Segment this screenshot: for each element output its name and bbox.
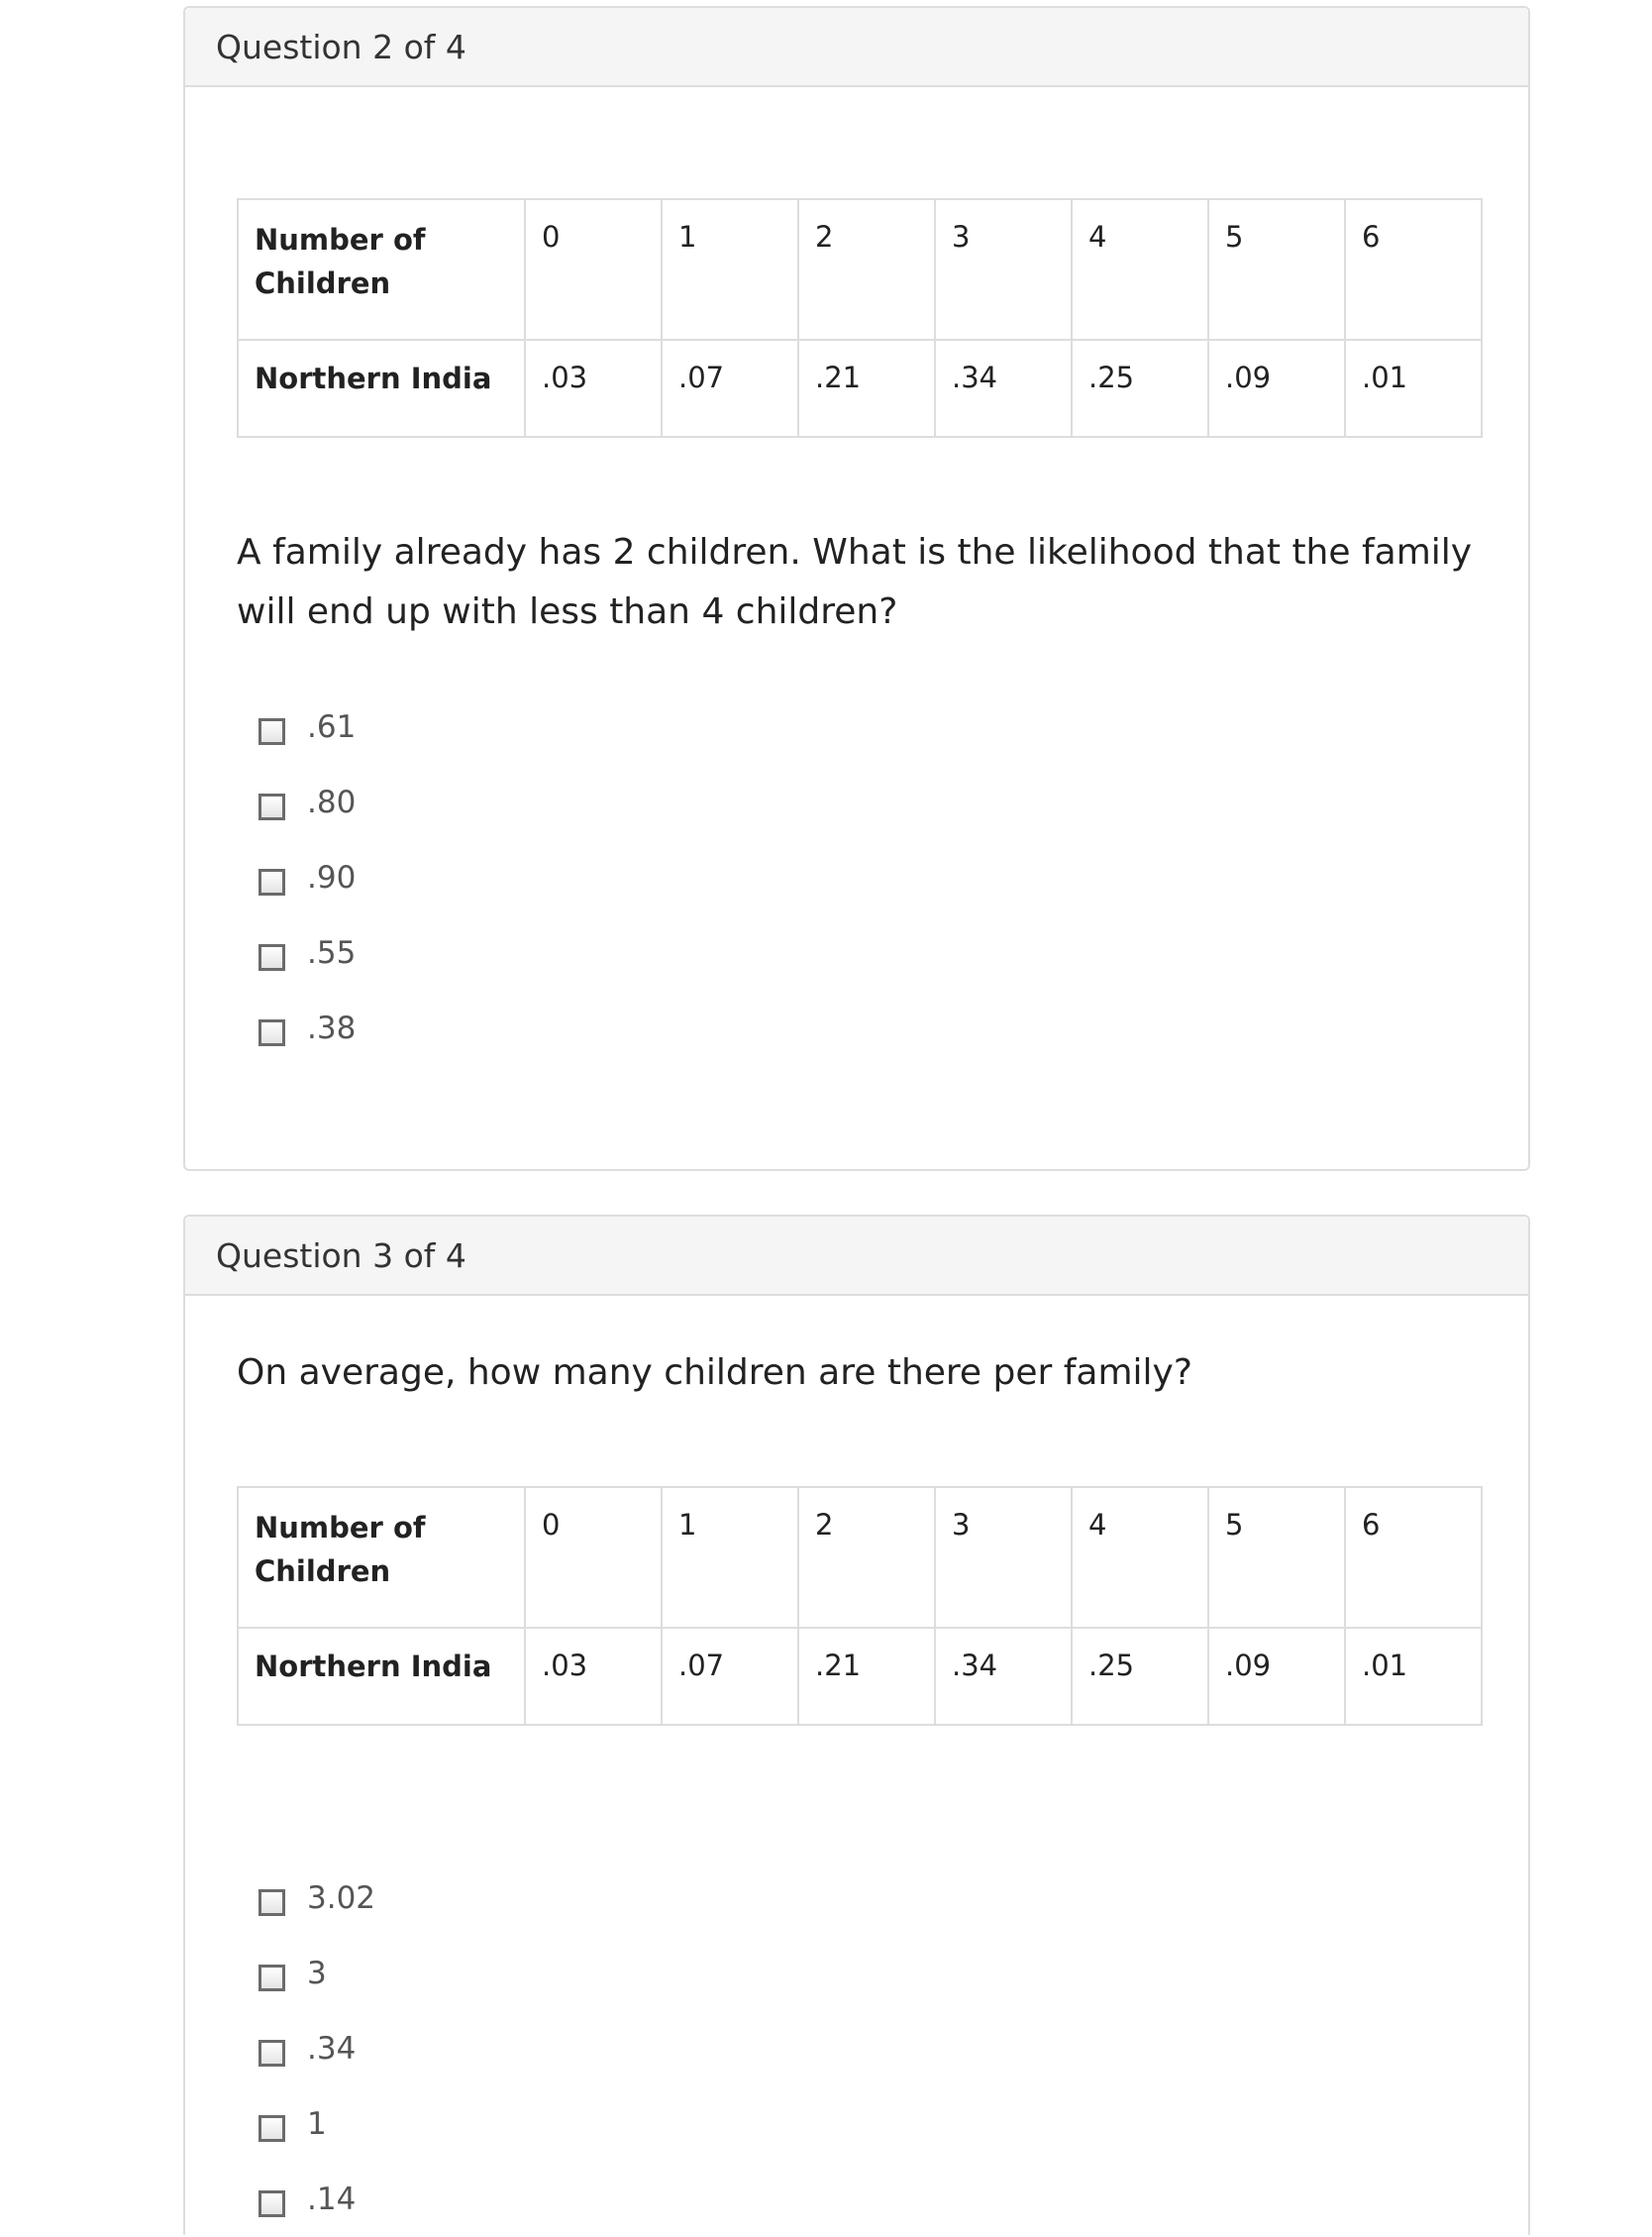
checkbox[interactable]	[258, 1889, 285, 1916]
checkbox[interactable]	[258, 794, 285, 820]
table-cell: .21	[798, 340, 935, 437]
question-3-header	[185, 1217, 1528, 1296]
checkbox[interactable]	[258, 2190, 285, 2217]
table-cell: 0	[525, 199, 662, 340]
table-cell: .09	[1208, 1628, 1345, 1725]
answer-option-label: .14	[307, 2182, 357, 2217]
table-cell: 1	[662, 199, 798, 340]
answer-option[interactable]	[258, 840, 356, 915]
answer-option[interactable]	[258, 2011, 375, 2086]
table-cell: 5	[1208, 1487, 1345, 1628]
answer-option[interactable]	[258, 1936, 375, 2011]
table-cell: .01	[1345, 340, 1482, 437]
question-3-title: Question 3 of 4	[216, 1235, 466, 1275]
answer-option[interactable]	[258, 991, 356, 1066]
checkbox[interactable]	[258, 2115, 285, 2142]
table-cell: 4	[1072, 1487, 1208, 1628]
answer-option[interactable]	[258, 690, 356, 765]
table-cell: 6	[1345, 199, 1482, 340]
table-cell: .09	[1208, 340, 1345, 437]
question-3-text: On average, how many children are there per family?	[237, 1352, 1192, 1393]
answer-option[interactable]	[258, 1861, 375, 1936]
table-cell: .03	[525, 340, 662, 437]
question-2-options	[258, 690, 356, 1066]
table-row	[238, 1628, 1482, 1725]
table-cell: 0	[525, 1487, 662, 1628]
answer-option-label: .55	[307, 935, 357, 971]
children-distribution-table	[237, 198, 1483, 438]
table-row	[238, 340, 1482, 437]
table-cell: .25	[1072, 340, 1208, 437]
table-cell: .34	[935, 340, 1072, 437]
answer-option-label: .61	[307, 709, 357, 745]
table-cell: 2	[798, 199, 935, 340]
answer-option[interactable]	[258, 2162, 375, 2237]
table-row-header: Number of Children	[238, 199, 525, 340]
answer-option-label: .34	[307, 2031, 357, 2067]
table-cell: .03	[525, 1628, 662, 1725]
question-3-options	[258, 1861, 375, 2237]
question-2-text: A family already has 2 children. What is the likelihood that the family will end up with less than 4 children?	[237, 532, 1473, 632]
answer-option-label: 3	[307, 1956, 327, 1991]
checkbox[interactable]	[258, 1019, 285, 1046]
table-cell: 5	[1208, 199, 1345, 340]
children-distribution-table	[237, 1486, 1483, 1726]
table-cell: .21	[798, 1628, 935, 1725]
table-cell: .25	[1072, 1628, 1208, 1725]
checkbox[interactable]	[258, 869, 285, 896]
answer-option-label: .90	[307, 860, 357, 896]
checkbox[interactable]	[258, 944, 285, 971]
table-cell: .01	[1345, 1628, 1482, 1725]
table-cell: 3	[935, 1487, 1072, 1628]
answer-option[interactable]	[258, 2086, 375, 2162]
table-cell: 6	[1345, 1487, 1482, 1628]
answer-option[interactable]	[258, 915, 356, 991]
question-2-title: Question 2 of 4	[216, 27, 466, 66]
answer-option-label: .80	[307, 785, 357, 820]
checkbox[interactable]	[258, 718, 285, 745]
table-cell: 3	[935, 199, 1072, 340]
table-cell: .34	[935, 1628, 1072, 1725]
table-row-header: Northern India	[238, 340, 525, 437]
answer-option-label: .38	[307, 1011, 357, 1046]
table-row	[238, 199, 1482, 340]
question-3-panel	[183, 1215, 1530, 2235]
table-cell: 1	[662, 1487, 798, 1628]
table-cell: .07	[662, 1628, 798, 1725]
checkbox[interactable]	[258, 1965, 285, 1991]
question-2-header	[185, 8, 1528, 87]
table-cell: 4	[1072, 199, 1208, 340]
table-cell: .07	[662, 340, 798, 437]
answer-option[interactable]	[258, 765, 356, 840]
answer-option-label: 1	[307, 2106, 327, 2142]
table-cell: 2	[798, 1487, 935, 1628]
checkbox[interactable]	[258, 2040, 285, 2067]
answer-option-label: 3.02	[307, 1880, 376, 1916]
table-row-header: Northern India	[238, 1628, 525, 1725]
table-row	[238, 1487, 1482, 1628]
question-2-panel	[183, 6, 1530, 1171]
table-row-header: Number of Children	[238, 1487, 525, 1628]
